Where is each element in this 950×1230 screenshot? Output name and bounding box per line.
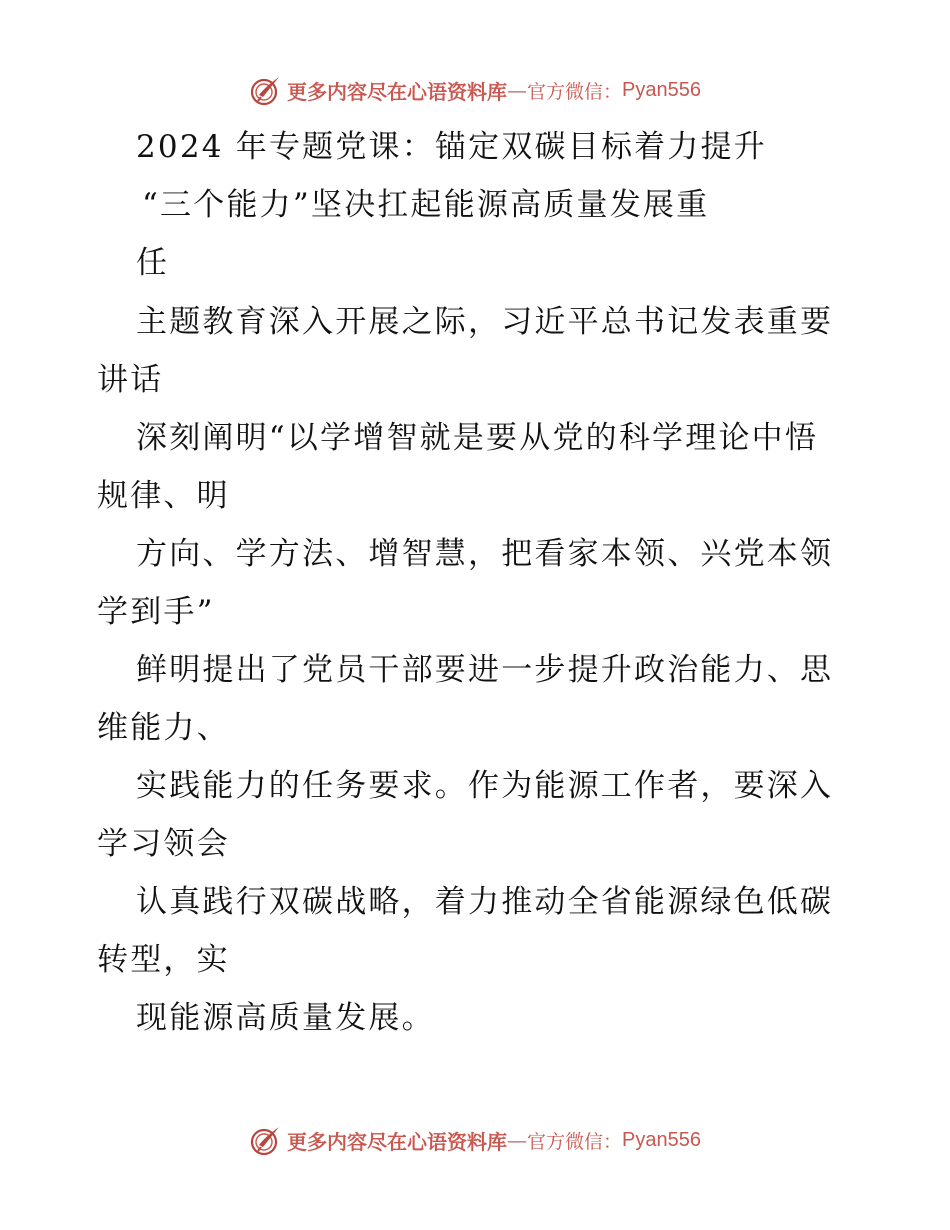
watermark-separator: — [507,1128,527,1152]
body-line-5: 方向、学方法、增智慧，把看家本领、兴党本领 [136,536,834,572]
footer-watermark [0,1120,950,1160]
watermark-wechat-label: 官方微信： [527,80,623,103]
body-line-10: 学习领会 [97,826,230,862]
doc-title-line-1: 2024 年专题党课：锚定双碳目标着力提升 [136,129,767,165]
body-line-8: 维能力、 [97,710,230,746]
doc-title-line-3: 任 [136,245,170,281]
body-line-13: 现能源高质量发展。 [136,1000,435,1036]
body-line-12: 转型，实 [97,942,230,978]
watermark-brand-text: 更多内容尽在心语资料库 [287,79,507,104]
watermark-wechat-id: Pyan556 [622,1128,701,1151]
body-line-2: 讲话 [97,362,164,398]
body-line-7: 鲜明提出了党员干部要进一步提升政治能力、思 [136,652,834,688]
quill-pen-seal-icon [249,73,283,107]
body-line-11: 认真践行双碳战略，着力推动全省能源绿色低碳 [136,884,834,920]
body-line-3: 深刻阐明“以学增智就是要从党的科学理论中悟 [136,420,819,456]
body-line-6: 学到手” [97,594,215,630]
header-watermark [0,70,950,110]
body-line-4: 规律、明 [97,478,230,514]
body-line-1: 主题教育深入开展之际，习近平总书记发表重要 [136,304,834,340]
watermark-wechat-label: 官方微信： [527,1130,623,1153]
watermark-wechat-id: Pyan556 [622,78,701,101]
watermark-brand-text: 更多内容尽在心语资料库 [287,1129,507,1154]
quill-pen-seal-icon [249,1123,283,1157]
doc-title-line-2: “三个能力”坚决扛起能源高质量发展重 [142,187,710,223]
watermark-separator: — [507,78,527,102]
body-line-9: 实践能力的任务要求。作为能源工作者，要深入 [136,768,834,804]
